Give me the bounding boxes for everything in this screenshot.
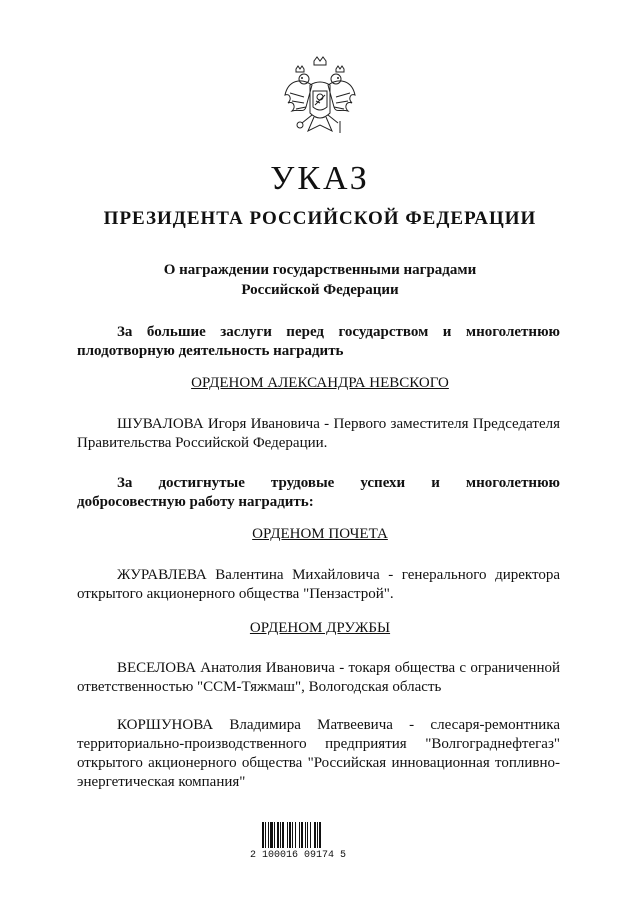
recipient-4: КОРШУНОВА Владимира Матвеевича - слесаря-ремонтника территориально-производственного предприятия "Волгограднефтегаз" открытого акционерного общества "Российская инновационная топливно-энергетическая компания" <box>77 717 560 790</box>
page-title: УКАЗ <box>270 160 370 197</box>
section-2-intro: За достигнутые трудовые успехи и многолетнюю добросовестную работу наградить: <box>77 475 560 510</box>
order-heading-2: ОРДЕНОМ ПОЧЕТА <box>252 526 388 542</box>
section-1-intro: За большие заслуги перед государством и многолетнюю плодотворную деятельность наградить <box>77 324 560 359</box>
decree-name-line-2: Российской Федерации <box>241 282 399 298</box>
barcode-number: 2 100016 09174 5 <box>250 850 347 861</box>
recipient-2: ЖУРАВЛЕВА Валентина Михайловича - генерального директора открытого акционерного общества "Пензастрой". <box>77 567 560 602</box>
order-heading-1: ОРДЕНОМ АЛЕКСАНДРА НЕВСКОГО <box>191 375 449 391</box>
decree-name-line-1: О награждении государственными наградами <box>163 262 477 278</box>
recipient-1: ШУВАЛОВА Игоря Ивановича - Первого заместителя Председателя Правительства Российской Федерации. <box>77 416 560 451</box>
recipient-3: ВЕСЕЛОВА Анатолия Ивановича - токаря общества с ограниченной ответственностью "ССМ-Тяжмаш", Вологодская область <box>77 660 560 695</box>
order-heading-3: ОРДЕНОМ ДРУЖБЫ <box>249 620 391 636</box>
page-subtitle: ПРЕЗИДЕНТА РОССИЙСКОЙ ФЕДЕРАЦИИ <box>103 208 537 229</box>
coat-of-arms-icon <box>282 55 358 145</box>
decree-name <box>0 260 640 300</box>
